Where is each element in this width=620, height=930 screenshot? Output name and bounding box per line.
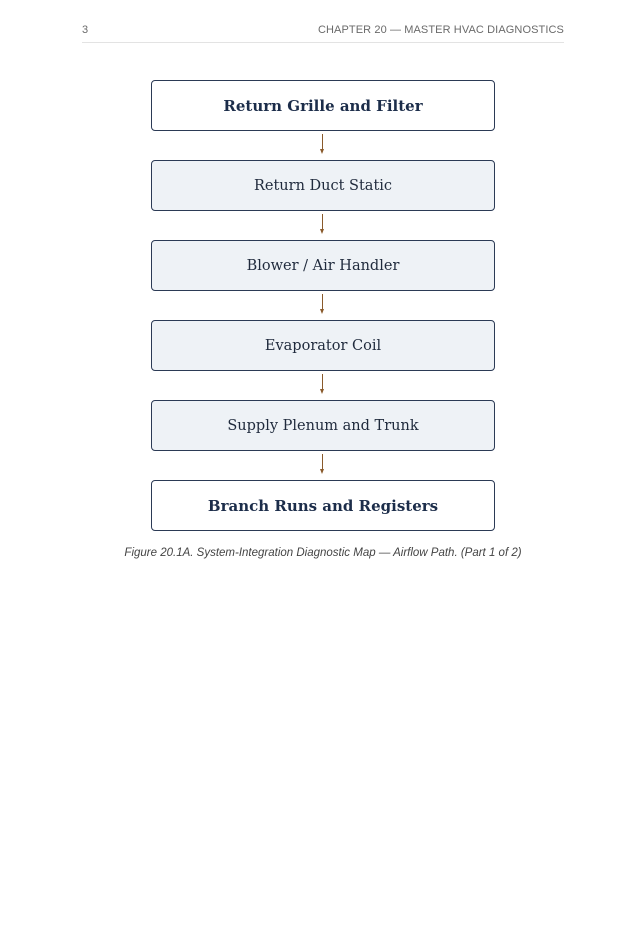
- flow-node: [151, 400, 495, 451]
- arrow-head-icon: [320, 229, 324, 234]
- arrow-head-icon: [320, 309, 324, 314]
- arrow-shaft: [322, 214, 323, 230]
- running-header: [82, 22, 564, 43]
- arrow-head-icon: [320, 389, 324, 394]
- page-number: 3: [82, 24, 89, 36]
- arrow-head-icon: [320, 469, 324, 474]
- arrow-shaft: [322, 454, 323, 470]
- flow-node-label: Return Duct Static: [253, 177, 393, 194]
- flow-arrow: [151, 131, 495, 160]
- arrow-shaft: [322, 134, 323, 150]
- airflow-flowchart: [151, 80, 495, 531]
- flow-arrow: [151, 451, 495, 480]
- flow-node: [151, 80, 495, 131]
- flow-node-label: Evaporator Coil: [264, 337, 382, 354]
- flow-node: [151, 480, 495, 531]
- flow-node: [151, 320, 495, 371]
- chapter-title: CHAPTER 20 — MASTER HVAC DIAGNOSTICS: [317, 24, 564, 36]
- arrow-shaft: [322, 294, 323, 310]
- flow-arrow: [151, 291, 495, 320]
- flow-node-label: Branch Runs and Registers: [207, 496, 439, 515]
- flow-node-label: Return Grille and Filter: [223, 96, 423, 115]
- flow-arrow: [151, 211, 495, 240]
- flow-arrow: [151, 371, 495, 400]
- flow-node: [151, 160, 495, 211]
- flow-node: [151, 240, 495, 291]
- figure-caption: Figure 20.1A. System-Integration Diagnostic Map — Airflow Path. (Part 1 of 2): [124, 547, 522, 559]
- flow-node-label: Blower / Air Handler: [246, 257, 400, 274]
- arrow-head-icon: [320, 149, 324, 154]
- flow-node-label: Supply Plenum and Trunk: [227, 417, 419, 434]
- arrow-shaft: [322, 374, 323, 390]
